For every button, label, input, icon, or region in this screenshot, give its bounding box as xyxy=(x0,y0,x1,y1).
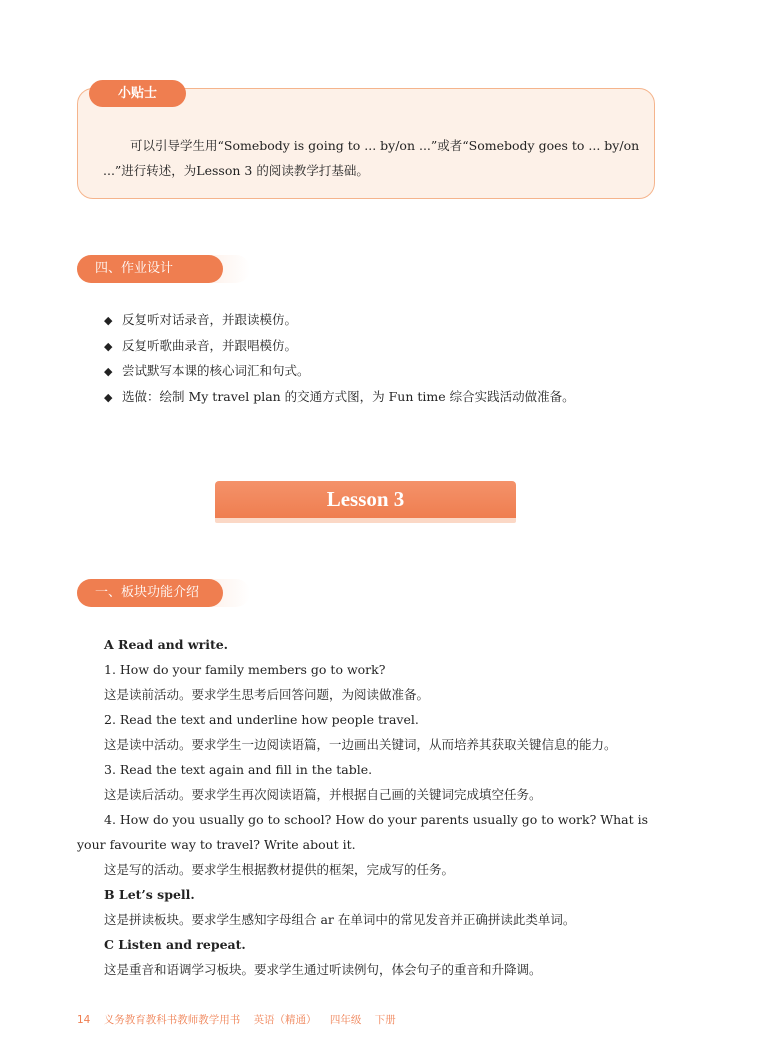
part-a-heading: A Read and write. xyxy=(104,637,229,652)
diamond-bullet-icon: ◆ xyxy=(104,314,113,327)
part-c-heading: C Listen and repeat. xyxy=(104,937,246,952)
lesson-banner xyxy=(215,481,516,521)
activity-note: 这是读后活动。要求学生再次阅读语篇，并根据自己画的关键词完成填空任务。 xyxy=(104,787,542,802)
part-b-heading: B Let’s spell. xyxy=(104,887,195,902)
activity-question: 4. How do you usually go to school? How do your parents usually go to work? What is your favourite way to travel? Write about it. xyxy=(77,812,649,852)
book-title: 义务教育教科书教师教学用书 xyxy=(103,1014,241,1026)
homework-list xyxy=(104,308,575,410)
activity-question: 2. Read the text and underline how people travel. xyxy=(104,712,419,727)
page-footer xyxy=(77,1012,406,1027)
homework-item: ◆ 尝试默写本课的核心词汇和句式。 xyxy=(104,359,575,385)
activity-note: 这是写的活动。要求学生根据教材提供的框架，完成写的任务。 xyxy=(104,862,455,877)
activity-question: 3. Read the text again and fill in the table. xyxy=(104,762,373,777)
volume-label: 下册 xyxy=(374,1014,396,1026)
tip-text: 可以引导学生用“Somebody is going to ... by/on ...”或者“Somebody goes to ... by/on ...”进行转述，为Lesson 3 的阅读教学打基础。 xyxy=(103,138,640,178)
subject-label: 英语（精通） xyxy=(253,1014,317,1026)
diamond-bullet-icon: ◆ xyxy=(104,339,113,353)
module-content xyxy=(77,632,662,982)
activity-note: 这是读前活动。要求学生思考后回答问题，为阅读做准备。 xyxy=(104,687,430,702)
homework-title: 四、作业设计 xyxy=(77,255,223,283)
diamond-bullet-icon: ◆ xyxy=(104,390,113,404)
diamond-bullet-icon: ◆ xyxy=(104,365,113,378)
tip-label: 小贴士 xyxy=(89,80,186,107)
homework-item: ◆ 反复听对话录音，并跟读模仿。 xyxy=(104,308,575,334)
activity-note: 这是拼读板块。要求学生感知字母组合 ar 在单词中的常见发音并正确拼读此类单词。 xyxy=(104,912,576,927)
activity-question: 1. How do your family members go to work? xyxy=(104,662,386,677)
grade-label: 四年级 xyxy=(329,1014,362,1026)
homework-item: ◆ 选做：绘制 My travel plan 的交通方式图，为 Fun time 综合实践活动做准备。 xyxy=(104,385,575,411)
homework-item: ◆ 反复听歌曲录音，并跟唱模仿。 xyxy=(104,334,575,360)
module-title: 一、板块功能介绍 xyxy=(77,579,223,607)
lesson-title: Lesson 3 xyxy=(215,481,516,518)
activity-note: 这是重音和语调学习板块。要求学生通过听读例句，体会句子的重音和升降调。 xyxy=(104,962,542,977)
page-number: 14 xyxy=(77,1014,91,1026)
activity-note: 这是读中活动。要求学生一边阅读语篇，一边画出关键词，从而培养其获取关键信息的能力。 xyxy=(104,737,617,752)
